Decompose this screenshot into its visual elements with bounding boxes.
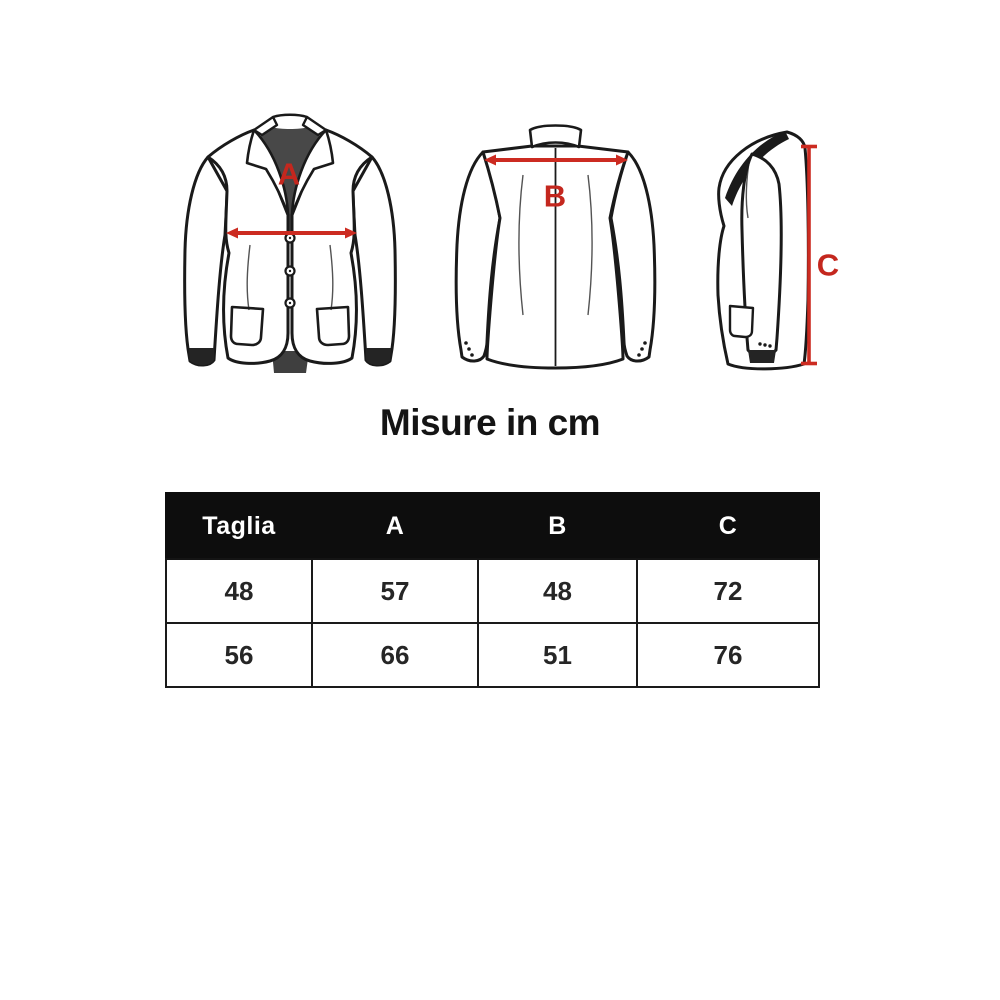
column-header-b: B <box>478 493 637 559</box>
measure-label-a: A <box>277 156 301 192</box>
jacket-side-illustration <box>690 100 870 400</box>
measure-label-b: B <box>543 178 567 214</box>
size-cell-taglia: 48 <box>166 559 312 623</box>
front-right-sleeve <box>353 157 395 365</box>
size-cell-b: 48 <box>478 559 637 623</box>
jacket-front-illustration <box>170 105 410 385</box>
front-right-pocket <box>317 307 349 345</box>
size-table <box>165 492 820 688</box>
column-header-a: A <box>312 493 478 559</box>
size-row-48 <box>166 559 819 623</box>
size-row-56 <box>166 623 819 687</box>
size-table-header-row <box>166 493 819 559</box>
front-right-cuff <box>366 348 391 365</box>
size-cell-c: 72 <box>637 559 819 623</box>
jacket-back-illustration <box>430 100 690 400</box>
side-pocket <box>730 306 753 337</box>
size-cell-b: 51 <box>478 623 637 687</box>
front-left-cuff <box>189 348 214 365</box>
page-title: Misure in cm <box>379 402 601 443</box>
front-left-pocket <box>231 307 263 345</box>
front-left-sleeve <box>185 157 227 365</box>
back-collar <box>530 126 581 148</box>
size-cell-a: 57 <box>312 559 478 623</box>
column-header-c: C <box>637 493 819 559</box>
side-cuff <box>748 350 776 363</box>
size-cell-taglia: 56 <box>166 623 312 687</box>
size-cell-c: 76 <box>637 623 819 687</box>
size-cell-a: 66 <box>312 623 478 687</box>
measure-label-c: C <box>816 247 840 283</box>
column-header-taglia: Taglia <box>166 493 312 559</box>
